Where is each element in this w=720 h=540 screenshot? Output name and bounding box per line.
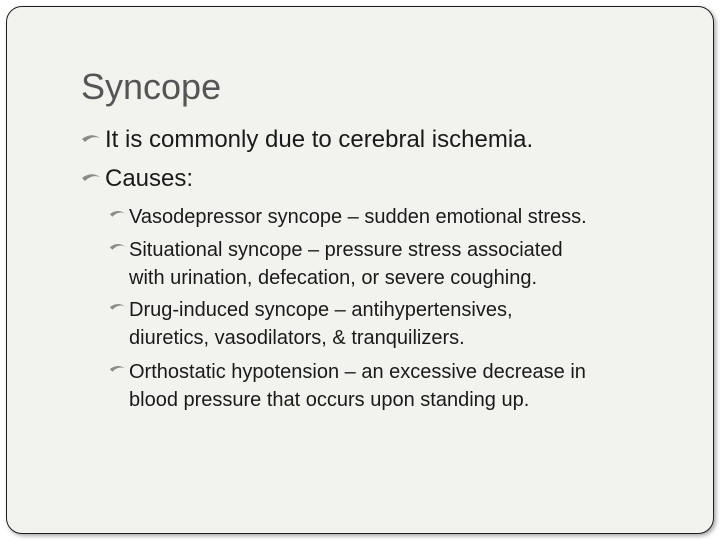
sub-bullet-item <box>109 358 586 414</box>
sub-bullet-text: Vasodepressor syncope – sudden emotional stress. <box>129 206 587 228</box>
swoosh-bullet-icon <box>109 302 126 314</box>
sub-bullet-text: Drug-induced syncope – antihypertensives, <box>129 299 513 321</box>
sub-bullet-item <box>109 236 563 292</box>
bullet-item <box>81 164 193 194</box>
swoosh-bullet-icon <box>109 242 126 254</box>
sub-bullet-text-continued: diuretics, vasodilators, & tranquilizers. <box>129 327 465 349</box>
sub-bullet-text-continued: blood pressure that occurs upon standing up. <box>129 389 530 411</box>
sub-bullet-text: Situational syncope – pressure stress associated <box>129 239 563 261</box>
sub-bullet-text-continued: with urination, defecation, or severe coughing. <box>129 267 538 289</box>
sub-bullet-item <box>109 203 587 231</box>
slide-title: Syncope <box>81 66 222 107</box>
slide <box>6 6 714 534</box>
swoosh-bullet-icon <box>81 133 101 147</box>
bullet-list <box>7 7 713 533</box>
bullet-text: It is commonly due to cerebral ischemia. <box>105 126 534 153</box>
swoosh-bullet-icon <box>109 364 126 376</box>
sub-bullet-text: Orthostatic hypotension – an excessive decrease in <box>129 361 586 383</box>
bullet-text: Causes: <box>105 165 194 192</box>
sub-bullet-item <box>109 296 513 352</box>
bullet-item <box>81 125 533 155</box>
swoosh-bullet-icon <box>109 209 126 221</box>
swoosh-bullet-icon <box>81 172 101 186</box>
